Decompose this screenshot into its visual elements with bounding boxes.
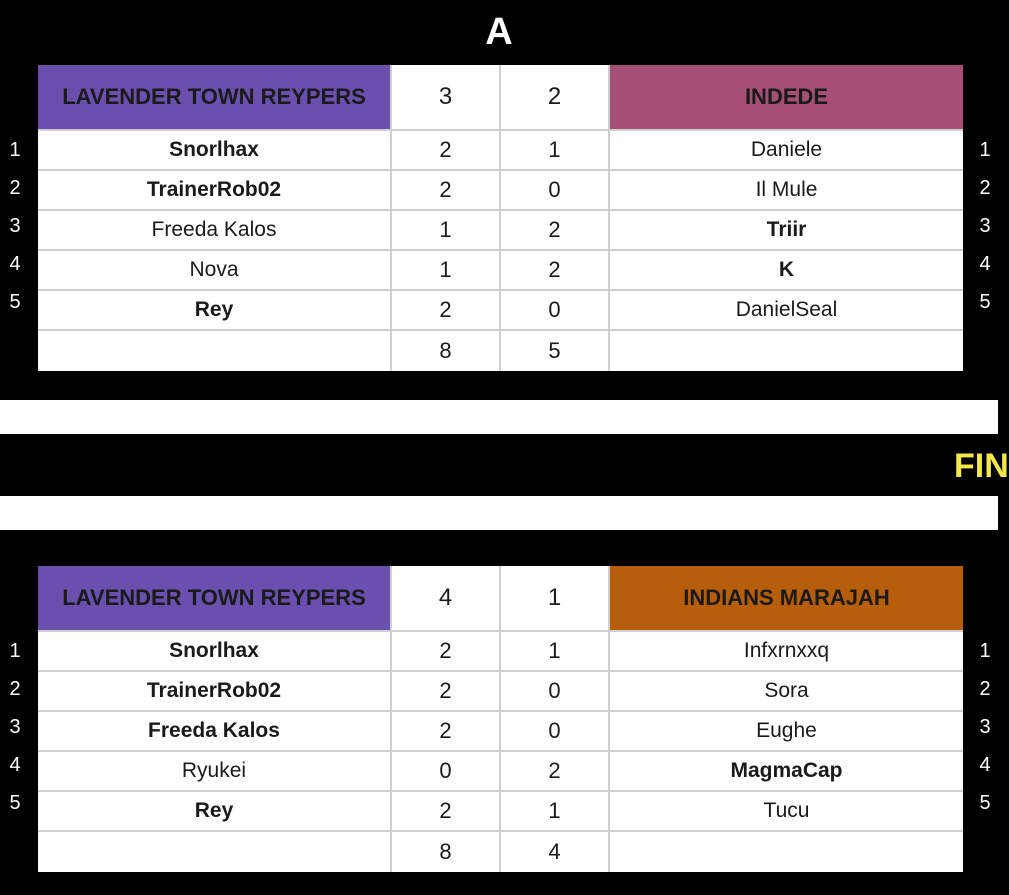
- game-number: 5: [9, 291, 21, 313]
- away-game-score: 2: [501, 752, 610, 790]
- game-number: 1: [9, 640, 21, 662]
- table-row: [38, 131, 963, 171]
- game-number: 1: [979, 139, 991, 161]
- separator-band-1: [0, 400, 998, 434]
- game-number: 1: [9, 139, 21, 161]
- away-game-score: 1: [501, 632, 610, 670]
- totals-spacer: [610, 832, 963, 872]
- away-match-score: 2: [501, 65, 610, 129]
- game-number: 4: [979, 253, 991, 275]
- away-player: Triir: [610, 211, 963, 249]
- away-game-score: 1: [501, 131, 610, 169]
- game-number: 2: [9, 177, 21, 199]
- away-player: DanielSeal: [610, 291, 963, 329]
- left-game-numbers-2: [0, 632, 30, 822]
- away-player: Daniele: [610, 131, 963, 169]
- home-player: Rey: [38, 792, 392, 830]
- game-number: 4: [9, 253, 21, 275]
- totals-spacer: [38, 331, 392, 371]
- home-player: Snorlhax: [38, 632, 392, 670]
- away-player: Sora: [610, 672, 963, 710]
- game-number: 1: [979, 640, 991, 662]
- totals-spacer: [38, 832, 392, 872]
- home-game-score: 2: [392, 792, 501, 830]
- home-game-score: 1: [392, 211, 501, 249]
- home-player: Snorlhax: [38, 131, 392, 169]
- home-team-name: LAVENDER TOWN REYPERS: [38, 566, 392, 630]
- table-row: [38, 672, 963, 712]
- game-number: 4: [9, 754, 21, 776]
- right-game-numbers-2: [970, 632, 1000, 822]
- table-row: [38, 251, 963, 291]
- home-match-score: 3: [392, 65, 501, 129]
- table-row: [38, 752, 963, 792]
- match-table-1: [38, 65, 963, 371]
- home-game-score: 0: [392, 752, 501, 790]
- home-team-name: LAVENDER TOWN REYPERS: [38, 65, 392, 129]
- table-row: [38, 171, 963, 211]
- match-table-2: [38, 566, 963, 872]
- away-player: Eughe: [610, 712, 963, 750]
- home-game-score: 2: [392, 632, 501, 670]
- match-header-row: [38, 65, 963, 131]
- table-row: [38, 792, 963, 832]
- left-game-numbers-1: [0, 131, 30, 321]
- final-label: FIN: [954, 447, 1009, 485]
- game-number: 3: [9, 716, 21, 738]
- match-header-row: [38, 566, 963, 632]
- home-total: 8: [392, 331, 501, 371]
- separator-band-2: [0, 496, 998, 530]
- game-number: 3: [979, 215, 991, 237]
- game-number: 5: [979, 291, 991, 313]
- game-number: 5: [9, 792, 21, 814]
- away-game-score: 0: [501, 712, 610, 750]
- away-total: 5: [501, 331, 610, 371]
- table-row: [38, 291, 963, 331]
- home-match-score: 4: [392, 566, 501, 630]
- away-game-score: 0: [501, 171, 610, 209]
- final-band: [0, 434, 1009, 496]
- game-number: 3: [9, 215, 21, 237]
- away-player: Il Mule: [610, 171, 963, 209]
- away-team-name: INDEDE: [610, 65, 963, 129]
- game-number: 2: [979, 177, 991, 199]
- home-player: Freeda Kalos: [38, 211, 392, 249]
- game-number: 3: [979, 716, 991, 738]
- home-player: TrainerRob02: [38, 672, 392, 710]
- away-game-score: 2: [501, 211, 610, 249]
- away-match-score: 1: [501, 566, 610, 630]
- away-player: Tucu: [610, 792, 963, 830]
- away-team-name: INDIANS MARAJAH: [610, 566, 963, 630]
- away-game-score: 0: [501, 672, 610, 710]
- right-game-numbers-1: [970, 131, 1000, 321]
- home-player: TrainerRob02: [38, 171, 392, 209]
- totals-row: [38, 832, 963, 872]
- away-game-score: 2: [501, 251, 610, 289]
- totals-spacer: [610, 331, 963, 371]
- home-game-score: 2: [392, 291, 501, 329]
- game-number: 4: [979, 754, 991, 776]
- away-total: 4: [501, 832, 610, 872]
- home-game-score: 1: [392, 251, 501, 289]
- home-player: Ryukei: [38, 752, 392, 790]
- away-player: MagmaCap: [610, 752, 963, 790]
- home-game-score: 2: [392, 171, 501, 209]
- home-total: 8: [392, 832, 501, 872]
- home-player: Freeda Kalos: [38, 712, 392, 750]
- table-row: [38, 712, 963, 752]
- home-game-score: 2: [392, 672, 501, 710]
- away-player: K: [610, 251, 963, 289]
- table-row: [38, 211, 963, 251]
- home-player: Rey: [38, 291, 392, 329]
- home-player: Nova: [38, 251, 392, 289]
- away-game-score: 1: [501, 792, 610, 830]
- totals-row: [38, 331, 963, 371]
- away-game-score: 0: [501, 291, 610, 329]
- table-row: [38, 632, 963, 672]
- game-number: 2: [9, 678, 21, 700]
- home-game-score: 2: [392, 131, 501, 169]
- home-game-score: 2: [392, 712, 501, 750]
- group-title: A: [485, 11, 513, 53]
- game-number: 5: [979, 792, 991, 814]
- away-player: Infxrnxxq: [610, 632, 963, 670]
- game-number: 2: [979, 678, 991, 700]
